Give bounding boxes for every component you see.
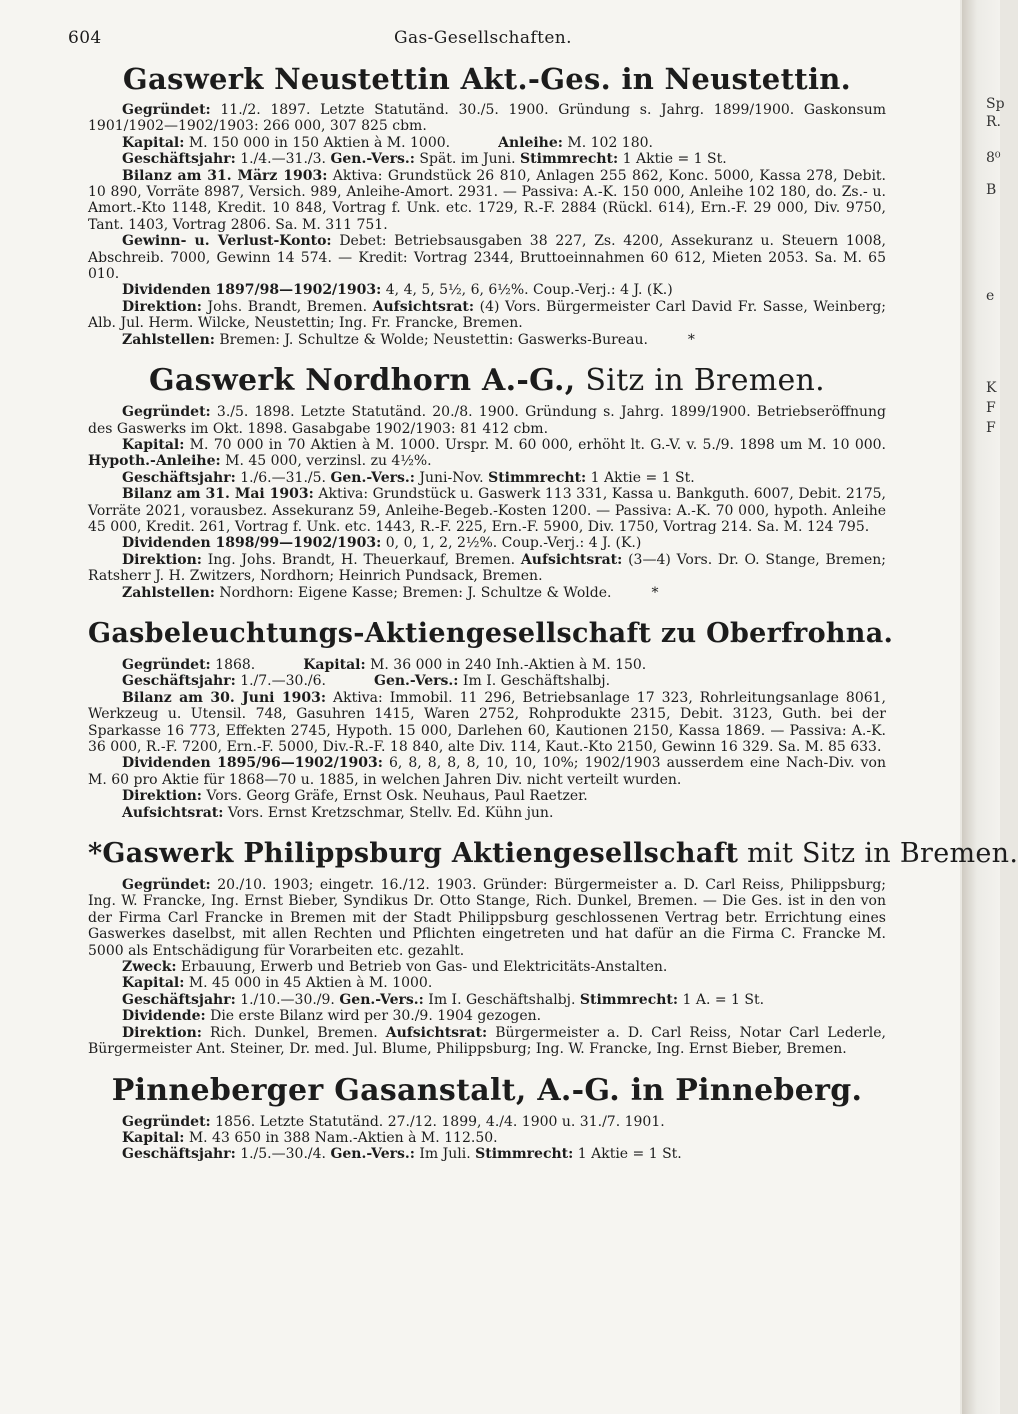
gutter-fragment: R. — [986, 114, 1001, 130]
field-label: Kapital: — [303, 656, 366, 673]
entry-line — [88, 1025, 886, 1058]
entry-line — [88, 282, 886, 298]
field-value: M. 43 650 in 388 Nam.-Aktien à M. 112.50. — [184, 1129, 498, 1146]
field-label: Aufsichtsrat: — [372, 298, 475, 315]
gutter-fragment: F — [986, 400, 996, 416]
entry-line — [88, 755, 886, 788]
company-name: Gaswerk Nordhorn A.-G., — [148, 363, 576, 399]
gutter-fragment: K — [986, 380, 997, 396]
field-value: Erbauung, Erwerb und Betrieb von Gas- und Elektricitäts-Anstalten. — [176, 959, 668, 976]
company-name: Gaswerk Neustettin Akt.-Ges. in Neustettin. — [122, 62, 852, 96]
entry-line — [88, 1146, 886, 1162]
company-entry — [88, 62, 886, 348]
field-label: Geschäftsjahr: — [122, 1146, 236, 1163]
field-value: 1 Aktie = 1 St. — [573, 1146, 682, 1163]
field-value: M. 150 000 in 150 Aktien à M. 1000. — [184, 134, 451, 151]
company-seat: Sitz in Bremen. — [575, 363, 826, 399]
field-value: Debet: Betriebsausgaben 38 227, Zs. 4200, Assekuranz u. Steuern 1008, Abschreib. 7000, Gewinn 14 574. — Kredit: Vortrag 2344, Bruttoeinnahmen 60 612, Mieten 2053. Sa. M. 65 010. — [88, 233, 886, 283]
field-label: Aufsichtsrat: — [520, 551, 623, 568]
field-label: Gewinn- u. Verlust-Konto: — [122, 233, 332, 250]
gutter-fragment: B — [986, 182, 997, 198]
field-value: 1856. Letzte Statutänd. 27./12. 1899, 4./4. 1900 u. 31./7. 1901. — [210, 1113, 665, 1130]
entry-line — [88, 332, 886, 348]
entry-line — [88, 135, 886, 151]
entry-line — [88, 404, 886, 437]
facing-page-gutter — [962, 0, 1005, 1414]
company-body — [88, 877, 886, 1057]
company-title — [88, 837, 1018, 871]
gutter-fragment: 8⁰ — [986, 150, 1001, 166]
field-label: Dividende: — [122, 1008, 206, 1025]
field-label: Geschäftsjahr: — [122, 991, 236, 1008]
company-entry — [88, 617, 894, 821]
field-label: Gegründet: — [122, 656, 211, 673]
entry-line — [88, 585, 886, 601]
field-value: Aktiva: Grundstück 26 810, Anlagen 255 862, Konc. 5000, Kassa 278, Debit. 10 890, Vorräte 8987, Versich. 989, Anleihe-Amort. 2931. — Passiva: A.-K. 150 000, Anleihe 102 180, do. Zs.- u. Amort.-Kto 1148, Kredit. 10 848, Vortrag f. Unk. etc. 1729, R.-F. 2884 (Rückl. 614), Ern.-F. 29 000, Div. 9750, Tant. 1403, Vortrag 2806. Sa. M. 311 751. — [88, 167, 886, 233]
company-seat: mit Sitz in Bremen. — [738, 838, 1018, 870]
company-entry — [88, 837, 1018, 1058]
field-value: 1 A. = 1 St. — [678, 991, 765, 1008]
entry-line — [88, 535, 886, 551]
field-label: Bilanz am 30. Juni 1903: — [122, 689, 327, 706]
field-label: Direktion: — [122, 551, 202, 568]
company-body — [88, 657, 886, 821]
field-label: Gen.-Vers.: — [330, 151, 415, 168]
field-value: Im I. Geschäftshalbj. — [423, 991, 576, 1008]
field-value: 1./7.—30./6. — [235, 673, 326, 690]
field-value: 0, 0, 1, 2, 2½%. Coup.-Verj.: 4 J. (K.) — [381, 535, 642, 552]
field-value: (3—4) Vors. Dr. O. Stange, Bremen; Ratsherr J. H. Zwitzers, Nordhorn; Heinrich Pundsack, Bremen. — [88, 551, 887, 585]
field-label: Dividenden 1895/96—1902/1903: — [122, 755, 383, 772]
field-label: Direktion: — [122, 1024, 202, 1041]
entry-line — [88, 959, 886, 975]
company-entry — [88, 1074, 886, 1163]
entry-line — [88, 975, 886, 991]
entry-line — [88, 657, 886, 673]
field-value: M. 36 000 in 240 Inh.-Aktien à M. 150. — [365, 656, 647, 673]
field-label: Direktion: — [122, 298, 202, 315]
entry-line — [88, 805, 886, 821]
entry-line — [88, 1130, 886, 1146]
entry-line — [88, 102, 886, 135]
field-value: 1 Aktie = 1 St. — [618, 151, 727, 168]
field-value: Bremen: J. Schultze & Wolde; Neustettin: Gaswerks-Bureau. — [214, 331, 648, 348]
field-value: Vors. Georg Gräfe, Ernst Osk. Neuhaus, Paul Raetzer. — [201, 788, 588, 805]
company-title — [88, 364, 886, 398]
field-label: Kapital: — [122, 134, 185, 151]
field-value: M. 102 180. — [562, 134, 653, 151]
page-header — [68, 28, 898, 54]
field-label: Geschäftsjahr: — [122, 151, 236, 168]
running-head: Gas-Gesellschaften. — [394, 28, 572, 48]
field-label: Dividenden 1898/99—1902/1903: — [122, 535, 382, 552]
field-value: 1./10.—30./9. — [235, 991, 335, 1008]
entry-line — [88, 788, 886, 804]
company-entry — [88, 364, 886, 601]
field-value: 20./10. 1903; eingetr. 16./12. 1903. Gründer: Bürgermeister a. D. Carl Reiss, Philippsburg; Ing. W. Francke, Ing. Ernst Bieber, Syndikus Dr. Otto Stange, Rich. Dunkel, Bremen. — Die Ges. ist in den von der Firma Carl Francke in Bremen mit der Stadt Philippsburg geschlossenen Vertrag betr. Errichtung eines Gaswerkes daselbst, mit allen Rechten und Pflichten eingetreten und hat dafür an die Firma C. Francke M. 5000 als Entschädigung für Vorarbeiten etc. gezahlt. — [88, 877, 886, 959]
field-value: 4, 4, 5, 5½, 6, 6½%. Coup.-Verj.: 4 J. (K.) — [381, 282, 673, 299]
entry-line — [88, 552, 886, 585]
field-label: Gegründet: — [122, 404, 211, 421]
field-label: Zweck: — [122, 959, 177, 976]
entry-line — [88, 299, 886, 332]
entry-line — [88, 168, 886, 234]
field-label: Bilanz am 31. März 1903: — [122, 167, 328, 184]
page-content — [88, 62, 1018, 1179]
gutter-fragment: F — [986, 420, 996, 436]
field-label: Stimmrecht: — [579, 991, 679, 1008]
entry-line — [88, 1008, 886, 1024]
field-label: Geschäftsjahr: — [122, 673, 236, 690]
field-value: M. 45 000 in 45 Aktien à M. 1000. — [184, 975, 433, 992]
company-title — [88, 62, 886, 96]
field-value: 3./5. 1898. Letzte Statutänd. 20./8. 1900. Gründung s. Jahrg. 1899/1900. Betriebseröffnung des Gaswerks im Okt. 1898. Gasabgabe 1902/1903: 81 412 cbm. — [88, 404, 886, 437]
company-name: Gasbeleuchtungs-Aktiengesellschaft zu Oberfrohna. — [88, 617, 894, 649]
entry-line — [88, 877, 886, 959]
company-title — [88, 1074, 886, 1108]
field-value: Im Juli. — [414, 1146, 471, 1163]
field-label: Bilanz am 31. Mai 1903: — [122, 486, 314, 503]
company-body — [88, 404, 886, 601]
field-label: Anleihe: — [498, 134, 563, 151]
field-label: Kapital: — [122, 1129, 185, 1146]
field-value: M. 45 000, verzinsl. zu 4½%. — [220, 453, 432, 470]
field-value: Juni-Nov. — [414, 469, 484, 486]
field-label: Aufsichtsrat: — [122, 804, 224, 821]
field-value: Spät. im Juni. — [414, 151, 516, 168]
field-label: Gen.-Vers.: — [330, 469, 415, 486]
field-label: Aufsichtsrat: — [385, 1024, 488, 1041]
field-label: Gegründet: — [122, 102, 211, 118]
field-value: Bürgermeister a. D. Carl Reiss, Notar Carl Lederle, Bürgermeister Ant. Steiner, Dr. med. Jul. Blume, Philippsburg; Ing. W. Francke, Ing. Ernst Bieber, Bremen. — [88, 1024, 886, 1058]
entry-line — [88, 151, 886, 167]
field-label: Stimmrecht: — [520, 151, 619, 168]
gutter-fragment: Sp — [986, 96, 1005, 112]
field-value: 11./2. 1897. Letzte Statutänd. 30./5. 1900. Gründung s. Jahrg. 1899/1900. Gaskonsum 1901/1902—1902/1903: 266 000, 307 825 cbm. — [88, 102, 886, 135]
entry-line — [88, 470, 886, 486]
gutter-fragment: e — [986, 288, 995, 304]
field-value: 1./5.—30./4. — [235, 1146, 326, 1163]
field-value: M. 70 000 in 70 Aktien à M. 1000. Urspr. M. 60 000, erhöht lt. G.-V. v. 5./9. 1898 um M. 10 000. — [184, 436, 886, 453]
company-title — [88, 617, 894, 651]
field-label: Gen.-Vers.: — [373, 673, 459, 690]
field-label: Kapital: — [122, 436, 185, 453]
field-value: Vors. Ernst Kretzschmar, Stellv. Ed. Kühn jun. — [223, 804, 554, 821]
field-value: Im I. Geschäftshalbj. — [458, 673, 611, 690]
field-value: 1./6.—31./5. — [235, 469, 326, 486]
field-value: 1868. — [210, 656, 256, 673]
entry-line — [88, 437, 886, 470]
field-label: Geschäftsjahr: — [122, 469, 236, 486]
field-value: Ing. Johs. Brandt, H. Theuerkauf, Bremen. — [201, 551, 516, 568]
entry-line — [88, 233, 886, 282]
field-label: Gegründet: — [122, 1113, 211, 1130]
entry-line — [88, 486, 886, 535]
field-value: 6, 8, 8, 8, 8, 10, 10, 10%; 1902/1903 ausserdem eine Nach-Div. von M. 60 pro Aktie für 1868—70 u. 1885, in welchen Jahren Div. nicht verteilt wurden. — [88, 755, 886, 788]
field-value: Rich. Dunkel, Bremen. — [201, 1024, 378, 1041]
field-label: Direktion: — [122, 788, 202, 805]
field-label: Gen.-Vers.: — [339, 991, 424, 1008]
company-body — [88, 102, 886, 348]
field-value: Aktiva: Grundstück u. Gaswerk 113 331, Kassa u. Bankguth. 6007, Debit. 2175, Vorräte 2021, vorausbez. Assekuranz 59, Anleihe-Begeb.-Kosten 1200. — Passiva: A.-K. 70 000, hypoth. Anleihe 45 000, Kredit. 261, Vortrag f. Unk. etc. 1443, R.-F. 225, Ern.-F. 5900, Div. 1750, Vortrag 214. Sa. M. 124 795. — [88, 486, 886, 535]
field-label: Hypoth.-Anleihe: — [88, 453, 221, 470]
field-value: (4) Vors. Bürgermeister Carl David Fr. Sasse, Weinberg; Alb. Jul. Herm. Wilcke, Neustettin; Ing. Fr. Francke, Bremen. — [88, 298, 887, 332]
field-label: Gegründet: — [122, 877, 211, 894]
footnote-mark: * — [687, 331, 695, 348]
field-value: Nordhorn: Eigene Kasse; Bremen: J. Schultze & Wolde. — [214, 584, 612, 601]
company-name: Pinneberger Gasanstalt, A.-G. in Pinneberg. — [111, 1072, 863, 1108]
field-value: 1 Aktie = 1 St. — [586, 469, 695, 486]
field-value: Die erste Bilanz wird per 30./9. 1904 gezogen. — [205, 1008, 542, 1025]
field-label: Stimmrecht: — [488, 469, 587, 486]
field-label: Dividenden 1897/98—1902/1903: — [122, 282, 382, 299]
page-number: 604 — [68, 28, 102, 48]
entry-line — [88, 992, 886, 1008]
field-label: Gen.-Vers.: — [330, 1146, 415, 1163]
field-label: Stimmrecht: — [475, 1146, 574, 1163]
field-label: Zahlstellen: — [122, 584, 215, 601]
entry-line — [88, 1114, 886, 1130]
entry-line — [88, 673, 886, 689]
company-name: *Gaswerk Philippsburg Aktiengesellschaft — [88, 838, 739, 870]
field-value: 1./4.—31./3. — [235, 151, 326, 168]
field-label: Zahlstellen: — [122, 331, 215, 348]
field-value: Johs. Brandt, Bremen. — [201, 298, 368, 315]
field-value: Aktiva: Immobil. 11 296, Betriebsanlage 17 323, Rohrleitungsanlage 8061, Werkzeug u. Utensil. 748, Gasuhren 1415, Waren 2752, Rohprodukte 2315, Debit. 3123, Guth. bei der Sparkasse 16 773, Effekten 2745, Hypoth. 15 000, Darlehen 60, Kautionen 2150, Kassa 1869. — Passiva: A.-K. 36 000, R.-F. 7200, Ern.-F. 5000, Div.-R.-F. 18 840, alte Div. 114, Kaut.-Kto 2150, Gewinn 16 329. Sa. M. 85 633. — [88, 689, 886, 755]
footnote-mark: * — [651, 584, 659, 601]
company-body — [88, 1114, 886, 1163]
field-label: Kapital: — [122, 975, 185, 992]
entry-line — [88, 690, 886, 756]
